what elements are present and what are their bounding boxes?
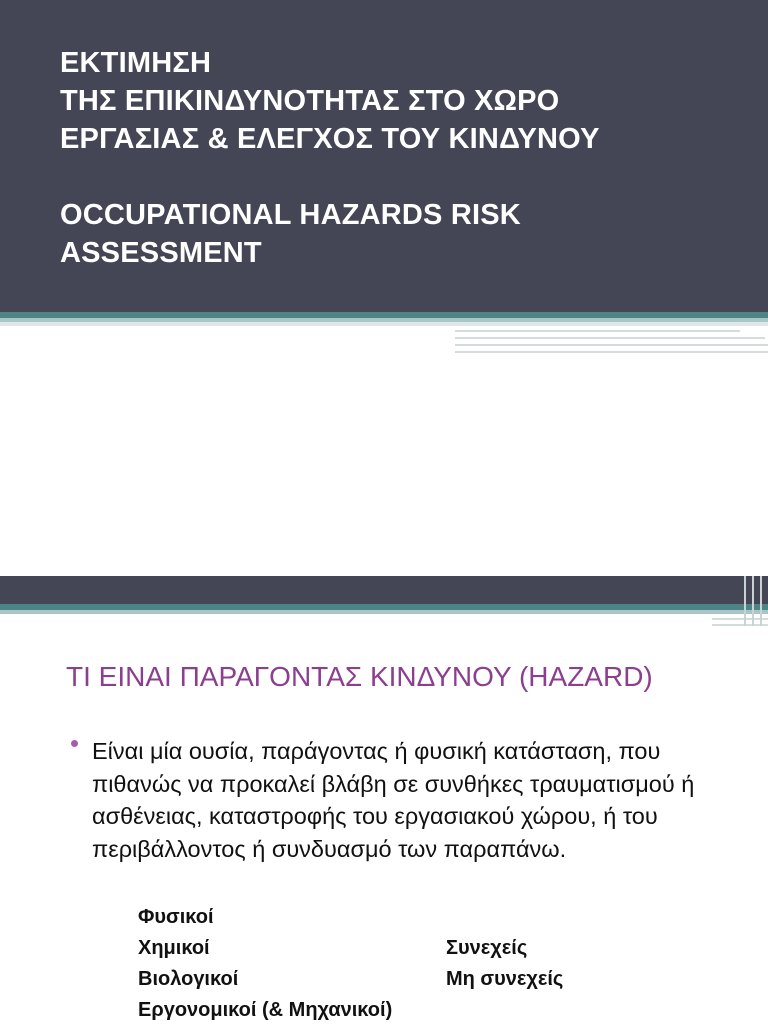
category-chemical: Χημικοί <box>138 937 210 959</box>
decorative-stripe <box>0 322 768 326</box>
category-non-continuous: Μη συνεχείς <box>446 968 564 990</box>
slide-title: ΕΚΤΙΜΗΣΗ ΤΗΣ ΕΠΙΚΙΝΔΥΝΟΤΗΤΑΣ ΣΤΟ ΧΩΡΟ ΕΡΓΑΣΙΑΣ & ΕΛΕΓΧΟΣ ΤΟΥ ΚΙΝΔΥΝΟΥ OCCUPATIONAL HAZARDS RISK ASSESSMENT <box>60 47 600 269</box>
content-slide <box>0 576 768 1024</box>
decorative-line <box>760 576 762 626</box>
category-ergonomic: Εργονομικοί (& Μηχανικοί) <box>138 999 393 1021</box>
decorative-line <box>455 344 768 346</box>
category-biological: Βιολογικοί <box>138 968 239 990</box>
decorative-line <box>455 330 740 332</box>
bullet-text: Είναι μία ουσία, παράγοντας ή φυσική κατάσταση, που πιθανώς να προκαλεί βλάβη σε συνθήκες τραυματισμού ή ασθένειας, καταστροφής του εργασιακού χώρου, ή του περιβάλλοντος ή συνδυασμό των παραπάνω. <box>92 738 695 862</box>
content-header-band <box>0 576 768 604</box>
decorative-stripe <box>0 610 768 614</box>
category-continuous: Συνεχείς <box>446 937 528 959</box>
bullet-marker <box>71 740 78 747</box>
decorative-line <box>455 337 765 339</box>
category-physical: Φυσικοί <box>138 906 214 928</box>
decorative-line <box>455 351 768 353</box>
slide-heading: ΤΙ ΕΙΝΑΙ ΠΑΡΑΓΟΝΤΑΣ ΚΙΝΔΥΝΟΥ (HAZARD) <box>66 661 653 692</box>
decorative-line <box>752 576 754 626</box>
decorative-line <box>744 576 746 626</box>
